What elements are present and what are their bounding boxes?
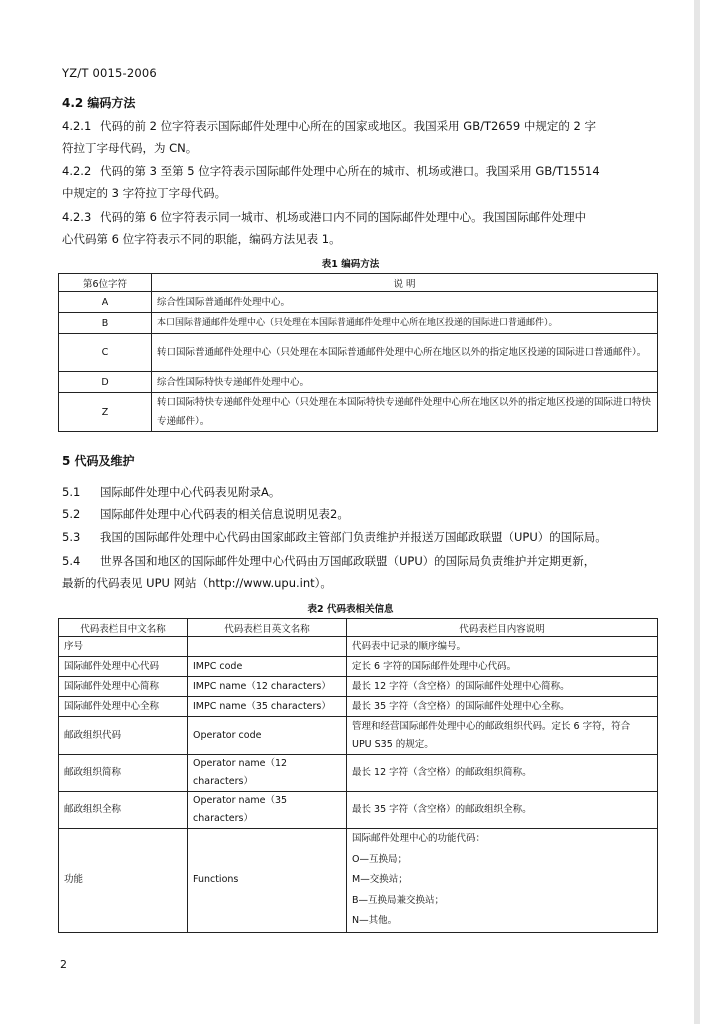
item-text: 国际邮件处理中心代码表的相关信息说明见表2。 (100, 507, 349, 521)
cn-name-cell: 国际邮件处理中心全称 (59, 697, 188, 717)
function-line: M—交换站； (352, 874, 408, 885)
function-line: B—互换局兼交换站； (352, 894, 445, 906)
item-5-1 (62, 481, 658, 503)
en-name-cell: IMPC name（12 characters） (188, 677, 347, 697)
table-row-functions (59, 829, 658, 933)
item-5-3 (62, 526, 658, 548)
table-row (59, 755, 658, 792)
function-line: N—其他。 (352, 915, 398, 926)
table-row (59, 697, 658, 717)
table-row (59, 637, 658, 657)
en-name-cell: IMPC code (188, 657, 347, 677)
item-number: 5.2 (62, 507, 81, 521)
desc-cell: 管理和经营国际邮件处理中心的邮政组织代码。定长 6 字符，符合 UPU S35 的规定。 (347, 717, 658, 755)
item-text: 最新的代码表见 UPU 网站（http://www.upu.int）。 (62, 576, 332, 590)
paragraph-4-2-3 (62, 206, 658, 250)
table-row (59, 372, 658, 393)
table-2-code-table-info (58, 618, 658, 933)
column-header: 代码表栏目英文名称 (188, 619, 347, 637)
function-line: 国际邮件处理中心的功能代码： (352, 833, 486, 844)
section-5-heading: 5 代码及维护 (62, 454, 135, 468)
code-cell: Z (59, 393, 152, 432)
page-number: 2 (60, 958, 67, 971)
item-text: 世界各国和地区的国际邮件处理中心代码由万国邮政联盟（UPU）的国际局负责维护并定期更新， (100, 554, 596, 568)
para-number: 4.2.3 (62, 210, 92, 224)
function-line: O—互换局； (352, 853, 407, 865)
para-text: 代码的前 2 位字符表示国际邮件处理中心所在的国家或地区。我国采用 GB/T2659 中规定的 2 字 (100, 119, 597, 133)
cn-name-cell: 功能 (59, 829, 188, 933)
code-cell: D (59, 372, 152, 393)
table-header-row (59, 619, 658, 637)
item-number: 5.1 (62, 485, 81, 499)
en-name-cell: Functions (188, 829, 347, 933)
para-number: 4.2.2 (62, 164, 92, 178)
desc-cell: 最长 12 字符（含空格）的邮政组织简称。 (347, 755, 658, 792)
section-4-2-heading: 4.2 编码方法 (62, 96, 136, 110)
item-5-4 (62, 550, 658, 594)
para-number: 4.2.1 (62, 119, 92, 133)
column-header: 第6位字符 (59, 274, 152, 292)
item-text: 我国的国际邮件处理中心代码由国家邮政主管部门负责维护并报送万国邮政联盟（UPU）的国际局。 (100, 530, 607, 544)
cn-name-cell: 邮政组织全称 (59, 792, 188, 829)
paragraph-4-2-1 (62, 115, 658, 159)
item-number: 5.3 (62, 530, 81, 544)
table-row (59, 393, 658, 432)
item-number: 5.4 (62, 554, 81, 568)
table-row (59, 313, 658, 334)
item-text: 国际邮件处理中心代码表见附录A。 (100, 485, 281, 499)
en-name-cell: Operator name（12 characters） (188, 755, 347, 792)
cn-name-cell: 邮政组织代码 (59, 717, 188, 755)
table-2-caption: 表2 代码表相关信息 (307, 604, 394, 615)
table-row (59, 677, 658, 697)
desc-cell: 综合性国际普通邮件处理中心。 (152, 292, 658, 313)
desc-cell: 转口国际普通邮件处理中心（只处理在本国际普通邮件处理中心所在地区以外的指定地区投递的国际进口普通邮件）。 (152, 334, 658, 372)
column-header: 代码表栏目中文名称 (59, 619, 188, 637)
desc-cell: 代码表中记录的顺序编号。 (347, 637, 658, 657)
standard-code: YZ/T 0015-2006 (62, 66, 157, 80)
cn-name-cell: 序号 (59, 637, 188, 657)
cn-name-cell: 国际邮件处理中心代码 (59, 657, 188, 677)
code-cell: C (59, 334, 152, 372)
page-edge (694, 0, 700, 1024)
table-row (59, 717, 658, 755)
desc-cell: 最长 35 字符（含空格）的国际邮件处理中心全称。 (347, 697, 658, 717)
item-5-2 (62, 503, 658, 525)
column-header: 说 明 (152, 274, 658, 292)
paragraph-4-2-2 (62, 160, 658, 204)
para-text: 中规定的 3 字符拉丁字母代码。 (62, 186, 227, 200)
en-name-cell: Operator code (188, 717, 347, 755)
table-1-caption: 表1 编码方法 (321, 259, 380, 270)
cn-name-cell: 邮政组织简称 (59, 755, 188, 792)
en-name-cell: Operator name（35 characters） (188, 792, 347, 829)
table-row (59, 792, 658, 829)
table-header-row (59, 274, 658, 292)
para-text: 符拉丁字母代码，为 CN。 (62, 141, 198, 155)
code-cell: B (59, 313, 152, 334)
table-1-encoding-method (58, 273, 658, 432)
desc-cell: 最长 35 字符（含空格）的邮政组织全称。 (347, 792, 658, 829)
desc-cell: 综合性国际特快专递邮件处理中心。 (152, 372, 658, 393)
table-row (59, 334, 658, 372)
para-text: 代码的第 6 位字符表示同一城市、机场或港口内不同的国际邮件处理中心。我国国际邮件处理中 (100, 210, 587, 224)
table-row (59, 292, 658, 313)
para-text: 代码的第 3 至第 5 位字符表示国际邮件处理中心所在的城市、机场或港口。我国采用 GB/T15514 (100, 164, 600, 178)
desc-cell (347, 829, 658, 933)
en-name-cell (188, 637, 347, 657)
column-header: 代码表栏目内容说明 (347, 619, 658, 637)
code-cell: A (59, 292, 152, 313)
table-row (59, 657, 658, 677)
en-name-cell: IMPC name（35 characters） (188, 697, 347, 717)
desc-cell: 转口国际特快专递邮件处理中心（只处理在本国际特快专递邮件处理中心所在地区以外的指定地区投递的国际进口特快专递邮件）。 (152, 393, 658, 432)
desc-cell: 最长 12 字符（含空格）的国际邮件处理中心简称。 (347, 677, 658, 697)
desc-cell: 定长 6 字符的国际邮件处理中心代码。 (347, 657, 658, 677)
para-text: 心代码第 6 位字符表示不同的职能，编码方法见表 1。 (62, 232, 341, 246)
cn-name-cell: 国际邮件处理中心简称 (59, 677, 188, 697)
desc-cell: 本口国际普通邮件处理中心（只处理在本国际普通邮件处理中心所在地区投递的国际进口普通邮件）。 (152, 313, 658, 334)
